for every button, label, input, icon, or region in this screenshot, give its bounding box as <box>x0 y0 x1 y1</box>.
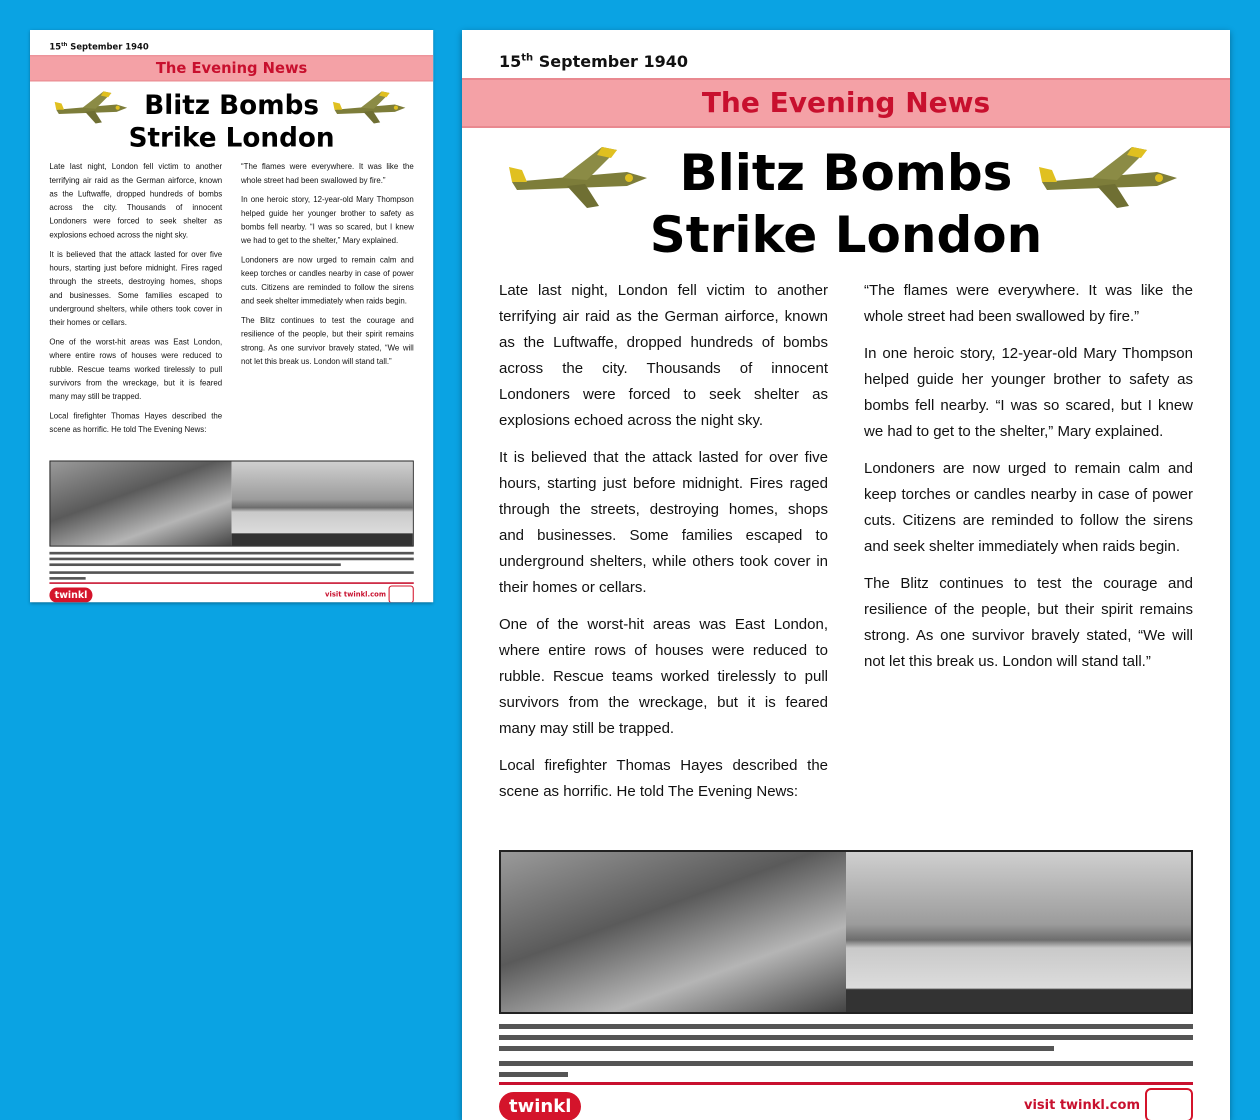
quality-badge <box>1145 1088 1193 1120</box>
visit-link: visit twinkl.com <box>325 590 386 599</box>
article-column-left: Late last night, London fell victim to another terrifying air raid as the German airforce, known as the Luftwaffe, dropped hundreds of bombs across the city. Thousands of innocent Londoners were forced to seek shelter as explosions echoed across the night sky. It is believed that the attack lasted for over five hours, starting just before midnight. Fires raged through the streets, destroying homes, shops and businesses. Some families escaped to underground shelters, while others took cover in their homes or cellars. One of the worst-hit areas was East London, where entire rows of houses were reduced to rubble. Rescue teams worked tirelessly to pull survivors from the wreckage, but it is feared many may still be trapped. Local firefighter Thomas Hayes described the scene as horrific. He told The Evening News: <box>499 282 828 800</box>
firefighters-photo <box>50 462 231 546</box>
worksheet-preview-large <box>462 30 1230 1120</box>
footer-divider <box>49 582 413 584</box>
headline: Blitz Bombs Strike London <box>649 144 1043 264</box>
twinkl-logo: twinkl <box>499 1092 581 1120</box>
article-column-right: “The flames were everywhere. It was like the whole street had been swallowed by fire.” In one heroic story, 12-year-old Mary Thompson helped guide her younger brother to safety as bombs fell nearby. “I was so scared, but I knew we had to get to the shelter,” Mary explained. Londoners are now urged to remain calm and keep torches or candles nearby in case of power cuts. Citizens are reminded to follow the sirens and seek shelter immediately when raids begin. The Blitz continues to test the courage and resilience of the people, but their spirit remains strong. As one survivor bravely stated, “We will not let this break us. London will stand tall.” <box>864 282 1193 670</box>
visit-link: visit twinkl.com <box>1023 1098 1140 1113</box>
headline: Blitz Bombs Strike London <box>128 89 335 153</box>
masthead: The Evening News <box>462 78 1230 128</box>
photo-strip <box>49 460 413 546</box>
tower-bridge-photo <box>846 852 1191 1012</box>
photo-strip <box>499 850 1193 1014</box>
quality-badge <box>389 585 414 602</box>
twinkl-logo: twinkl <box>49 588 92 603</box>
firefighters-photo <box>501 852 846 1012</box>
footer-divider <box>499 1082 1193 1085</box>
disclaimer-text <box>499 1024 1193 1083</box>
tower-bridge-photo <box>232 462 413 546</box>
issue-date: 15th September 1940 <box>49 41 149 52</box>
worksheet-preview-small <box>30 30 433 602</box>
issue-date: 15th September 1940 <box>499 52 689 71</box>
disclaimer-text <box>49 552 413 583</box>
article-column-right: “The flames were everywhere. It was like the whole street had been swallowed by fire.” In one heroic story, 12-year-old Mary Thompson helped guide her younger brother to safety as bombs fell nearby. “I was so scared, but I knew we had to get to the shelter,” Mary explained. Londoners are now urged to remain calm and keep torches or candles nearby in case of power cuts. Citizens are reminded to follow the sirens and seek shelter immediately when raids begin. The Blitz continues to test the courage and resilience of the people, but their spirit remains strong. As one survivor bravely stated, “We will not let this break us. London will stand tall.” <box>241 162 414 366</box>
masthead: The Evening News <box>30 55 433 81</box>
article-column-left: Late last night, London fell victim to another terrifying air raid as the German airforce, known as the Luftwaffe, dropped hundreds of bombs across the city. Thousands of innocent Londoners were forced to seek shelter as explosions echoed across the night sky. It is believed that the attack lasted for over five hours, starting just before midnight. Fires raged through the streets, destroying homes, shops and businesses. Some families escaped to underground shelters, while others took cover in their homes or cellars. One of the worst-hit areas was East London, where entire rows of houses were reduced to rubble. Rescue teams worked tirelessly to pull survivors from the wreckage, but it is feared many may still be trapped. Local firefighter Thomas Hayes described the scene as horrific. He told The Evening News: <box>49 162 223 435</box>
